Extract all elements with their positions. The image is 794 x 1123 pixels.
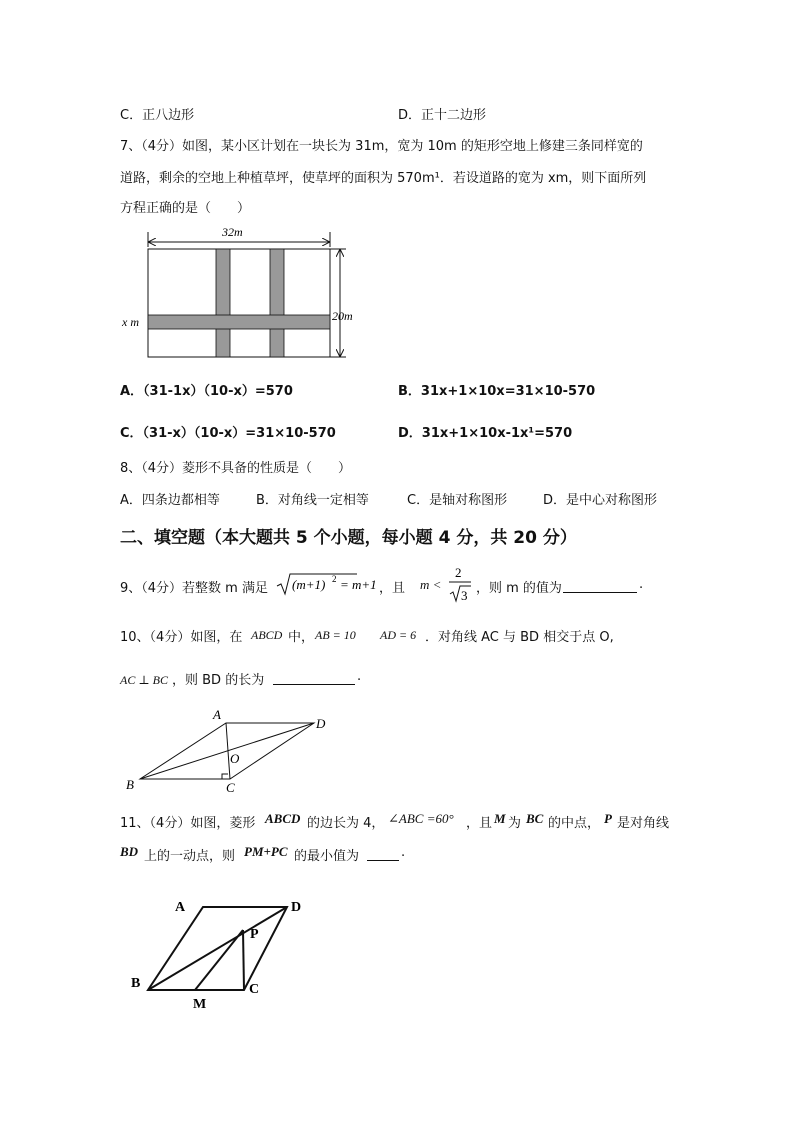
q9-answer-blank[interactable] xyxy=(563,578,637,593)
label-d: D xyxy=(316,716,326,731)
q7-option-c: C．（31-x）（10-x）=31×10-570 xyxy=(120,426,336,441)
section-2-title: 二、填空题（本大题共 5 个小题，每小题 4 分，共 20 分） xyxy=(120,528,577,548)
q11-answer-blank[interactable] xyxy=(367,846,399,861)
q9-eq-rhs: = m+1 xyxy=(340,577,377,592)
figure-label-xm: x m xyxy=(122,315,139,329)
segment-pm xyxy=(195,930,243,990)
q11-p: P xyxy=(604,811,612,826)
q11-end: . xyxy=(401,845,406,860)
q10-ad: AD = 6 xyxy=(380,628,417,642)
label-o: O xyxy=(230,751,240,766)
q11-pmpc: PM+PC xyxy=(244,844,288,859)
q8-option-a: A．四条边都相等 xyxy=(120,493,220,508)
q10-perp: AC ⊥ BC xyxy=(120,673,168,687)
label-c: C xyxy=(226,780,235,795)
label-a: A xyxy=(213,707,221,722)
label-d: D xyxy=(291,900,302,915)
label-c: C xyxy=(249,982,260,997)
q11-line1c: ，且 xyxy=(466,816,493,831)
q11-angle: ∠ABC =60° xyxy=(388,811,454,826)
q7-road-figure xyxy=(118,222,368,367)
q10-end: . xyxy=(357,669,362,684)
q11-bc: BC xyxy=(526,811,544,826)
q7-stem-line2: 道路，剩余的空地上种植草坪，使草坪的面积为 570m¹．若设道路的宽为 xm，则下面所列 xyxy=(120,171,647,186)
q11-m: M xyxy=(494,811,506,826)
q9-frac-num: 2 xyxy=(455,565,462,580)
q10-rest: ．对角线 AC 与 BD 相交于点 O, xyxy=(425,630,614,645)
figure-label-32m: 32m xyxy=(222,225,243,239)
q8-option-d: D．是中心对称图形 xyxy=(543,493,658,508)
vertical-road-1 xyxy=(216,249,230,357)
right-angle-mark xyxy=(222,774,228,779)
q11-stem-line1-a: 11、（4分）如图，菱形 xyxy=(120,816,256,831)
vertical-road-2 xyxy=(270,249,284,357)
q7-option-a: A．（31-1x）（10-x）=570 xyxy=(120,384,293,399)
q9-end: . xyxy=(639,577,644,592)
q10-parallelogram-figure xyxy=(118,703,338,798)
label-b: B xyxy=(131,976,141,991)
q11-line2b: 的最小值为 xyxy=(294,849,360,864)
label-b: B xyxy=(126,777,134,792)
q11-rhombus-figure xyxy=(125,890,315,1015)
q10-answer-blank[interactable] xyxy=(273,670,355,685)
q11-line1f: 是对角线 xyxy=(617,816,670,831)
svg-text:(m+1): (m+1) xyxy=(292,577,326,592)
q9-m-less-than: m < xyxy=(420,577,442,592)
q7-option-d: D．31x+1×10x-1x¹=570 xyxy=(398,426,573,441)
label-m: M xyxy=(193,997,207,1012)
q7-stem-line1: 7、（4分）如图，某小区计划在一块长为 31m，宽为 10m 的矩形空地上修建三条同样宽的 xyxy=(120,139,643,154)
q8-option-c: C．是轴对称图形 xyxy=(407,493,508,508)
q10-zh: 中， xyxy=(288,630,315,645)
q9-stem-prefix: 9、（4分）若整数 m 满足 xyxy=(120,581,268,596)
q9-suffix: ，则 m 的值为 xyxy=(476,581,562,596)
q10-stem-prefix: 10、（4分）如图，在 xyxy=(120,630,243,645)
q9-frac-den: 3 xyxy=(461,588,468,603)
q8-stem: 8、（4分）菱形不具备的性质是（ ） xyxy=(120,461,352,476)
q11-line2a: 上的一动点，则 xyxy=(144,849,236,864)
q9-fraction xyxy=(447,563,473,607)
svg-text:2: 2 xyxy=(332,574,337,584)
q7-stem-line3: 方程正确的是（ ） xyxy=(120,201,251,216)
q11-line1d: 为 xyxy=(508,816,522,831)
q11-bd: BD xyxy=(120,844,139,859)
q10-abcd: ABCD xyxy=(251,628,283,642)
q6-option-c: C．正八边形 xyxy=(120,108,195,123)
horizontal-road xyxy=(148,315,330,329)
q10-line2: ，则 BD 的长为 xyxy=(172,673,265,688)
q9-middle: ，且 xyxy=(379,581,406,596)
q9-sqrt-expression xyxy=(275,570,378,598)
label-p: P xyxy=(250,927,259,942)
q7-option-b: B．31x+1×10x=31×10-570 xyxy=(398,384,596,399)
q11-line1b: 的边长为 4， xyxy=(307,816,385,831)
figure-label-20m: 20m xyxy=(332,309,353,323)
q11-line1e: 的中点， xyxy=(548,816,601,831)
plot-rectangle xyxy=(148,249,330,357)
label-a: A xyxy=(175,900,186,915)
q10-ab: AB = 10 xyxy=(315,628,356,642)
q11-abcd: ABCD xyxy=(265,811,301,826)
q6-option-d: D．正十二边形 xyxy=(398,108,487,123)
q8-option-b: B．对角线一定相等 xyxy=(256,493,369,508)
segment-pc xyxy=(243,930,244,990)
